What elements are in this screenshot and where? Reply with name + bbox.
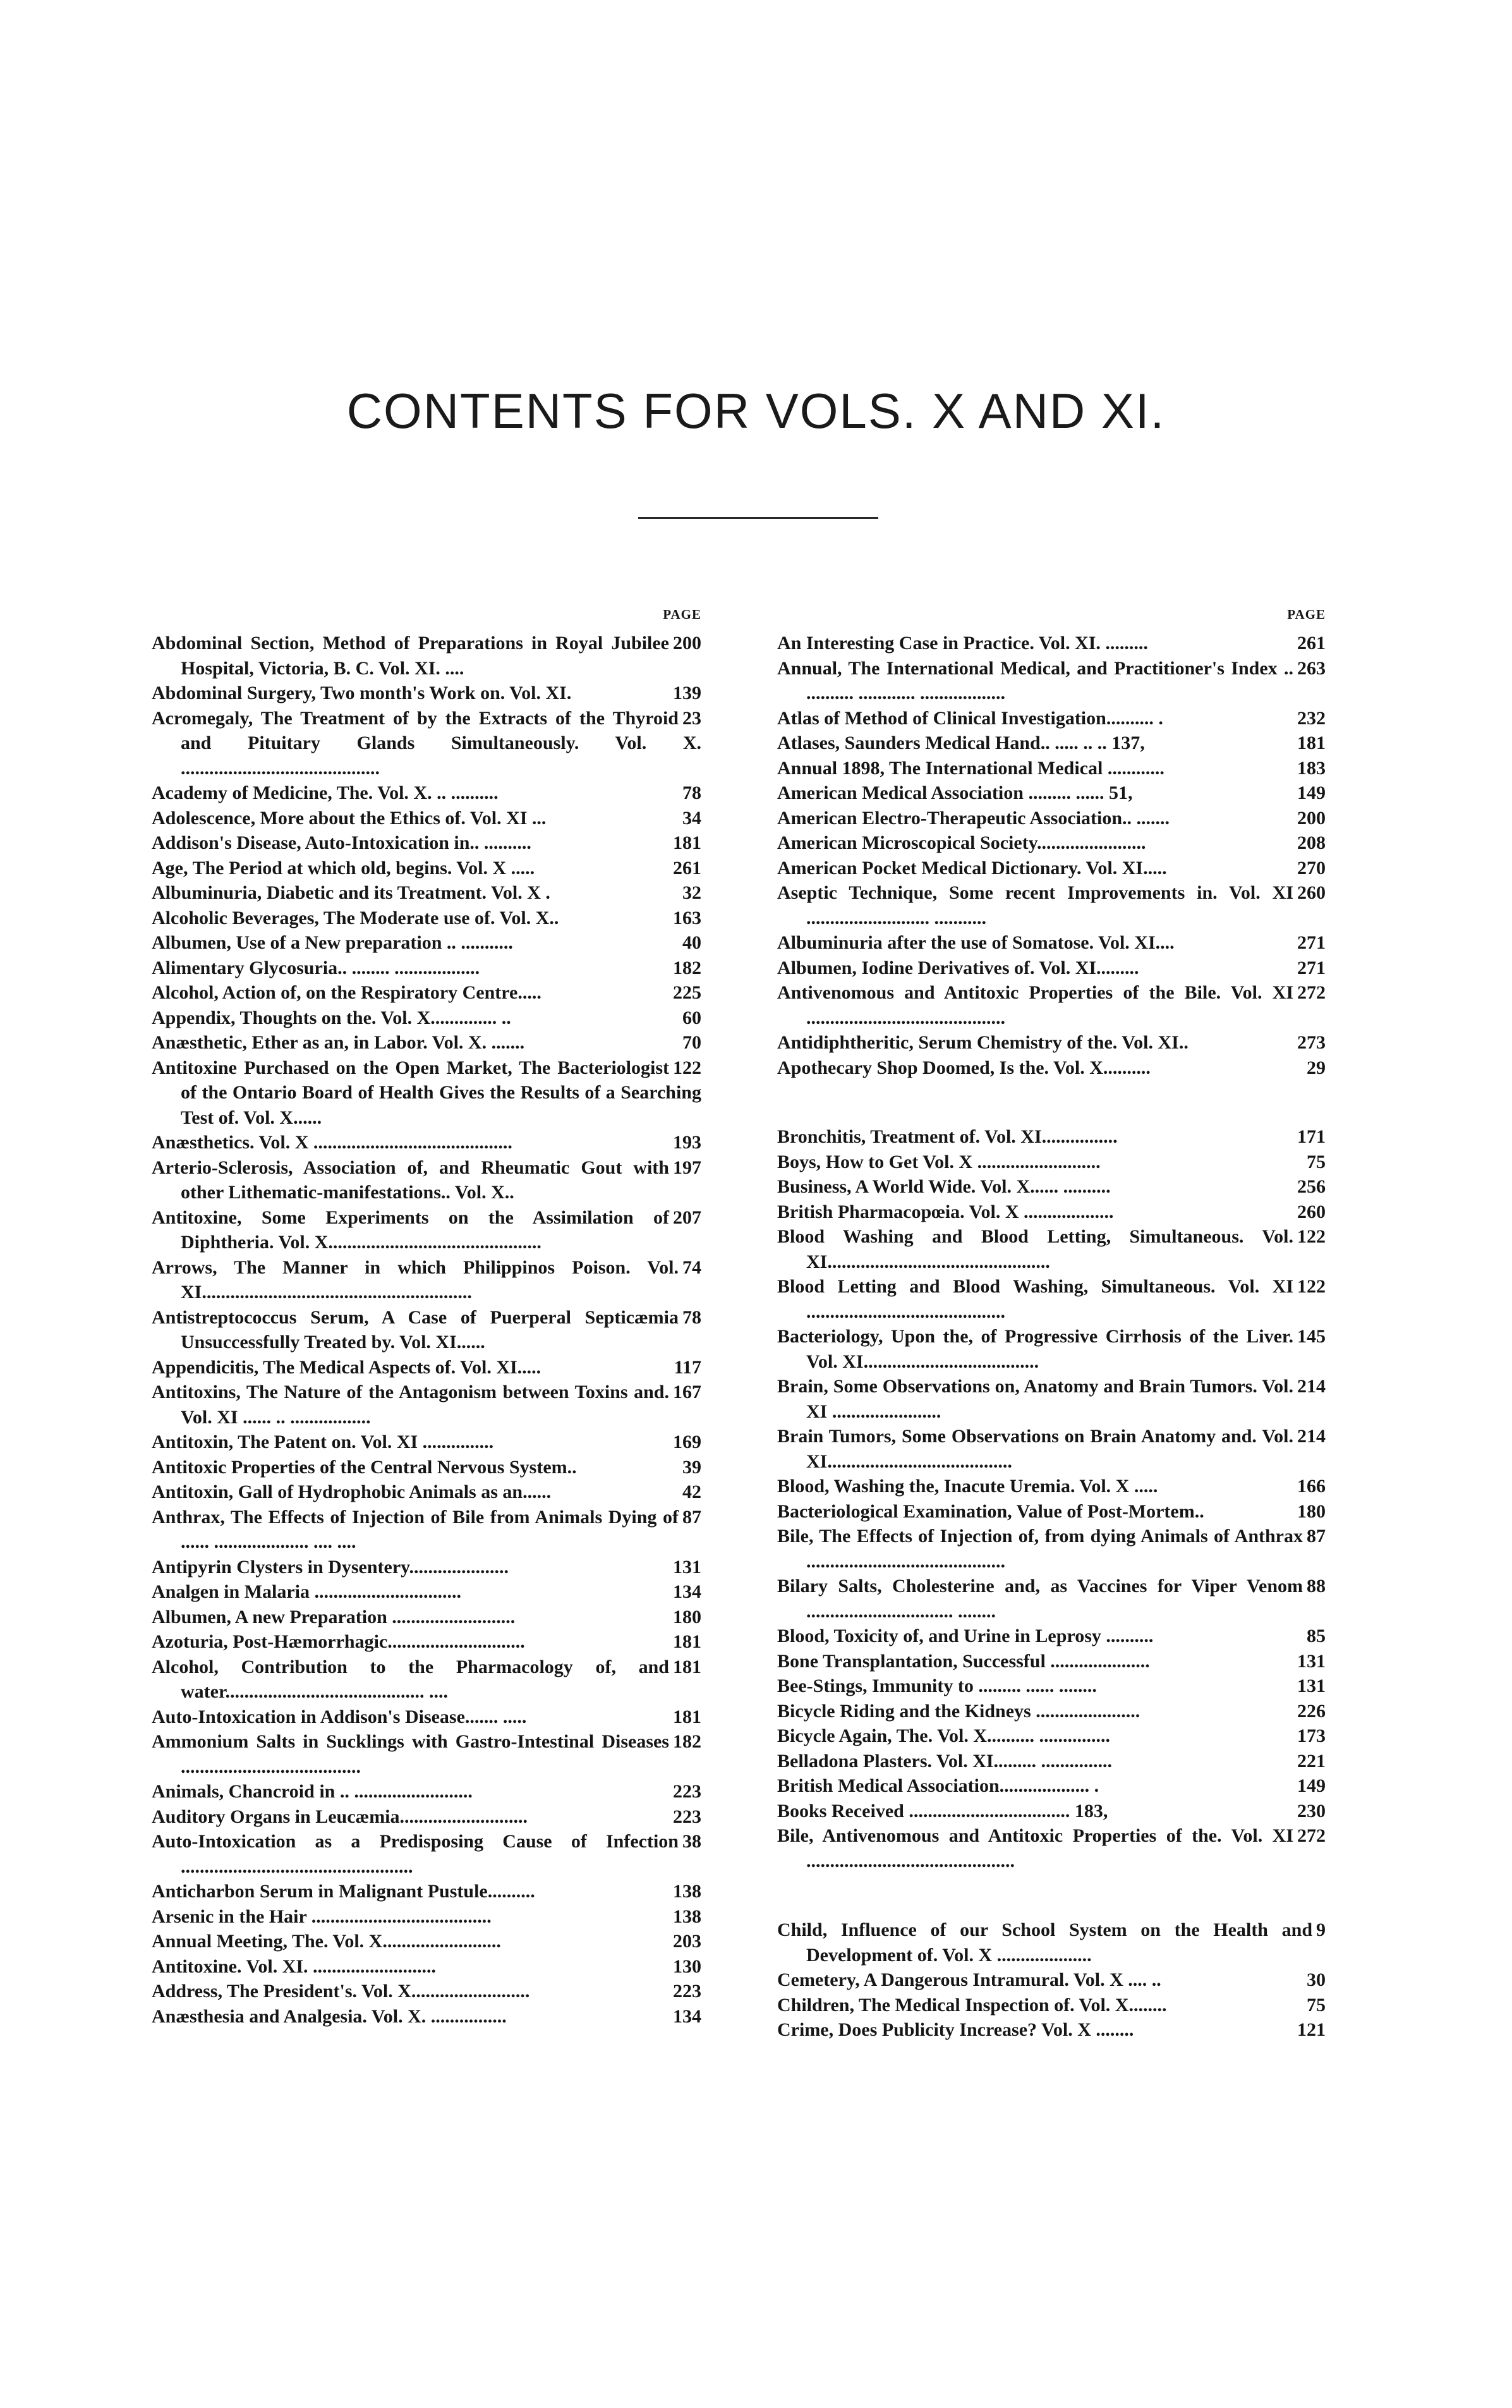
entry-page-number: 181 (673, 1631, 701, 1652)
entry-text: Analgen in Malaria ............................... (152, 1581, 462, 1602)
entry-page-number: 122 (1297, 1226, 1326, 1247)
entry-page-number: 181 (673, 1656, 701, 1677)
index-entry (152, 856, 701, 881)
index-entry (777, 781, 1326, 806)
entry-text: Cemetery, A Dangerous Intramural. Vol. X .... .. (777, 1969, 1161, 1990)
entry-page-number: 23 (682, 707, 701, 729)
entry-page-number: 200 (673, 633, 701, 654)
index-entry (777, 1174, 1326, 1200)
entry-text: Albumen, Use of a New preparation .. ........... (152, 932, 513, 953)
entry-text: Child, Influence of our School System on the Health and Development of. Vol. X .................... (777, 1919, 1312, 1966)
index-entry (152, 956, 701, 981)
index-entry (777, 756, 1326, 781)
index-entry (152, 1130, 701, 1155)
entry-page-number: 30 (1307, 1969, 1326, 1990)
index-entry (777, 830, 1326, 856)
entry-page-number: 272 (1297, 982, 1326, 1003)
index-entry (777, 1200, 1326, 1225)
entry-text: Bone Transplantation, Successful ..................... (777, 1650, 1150, 1672)
entry-text: Alcohol, Action of, on the Respiratory Centre..... (152, 982, 541, 1003)
entry-text: Brain, Some Observations on, Anatomy and Brain Tumors. Vol. XI ....................... (777, 1376, 1293, 1422)
index-entry (777, 1124, 1326, 1150)
index-entry (152, 1729, 701, 1779)
entry-page-number: 87 (682, 1506, 701, 1528)
entry-page-number: 223 (673, 1981, 701, 2002)
entry-page-number: 131 (1297, 1675, 1326, 1696)
entry-page-number: 75 (1307, 1994, 1326, 2016)
entry-text: Anæsthetics. Vol. X .......................................... (152, 1132, 512, 1153)
entry-text: Albumen, A new Preparation .......................... (152, 1606, 516, 1627)
index-entry (152, 681, 701, 706)
index-entry (777, 1574, 1326, 1624)
entry-text: Annual Meeting, The. Vol. X......................... (152, 1931, 501, 1952)
entry-text: Brain Tumors, Some Observations on Brain Anatomy and. Vol. XI....................................... (777, 1426, 1293, 1472)
entry-text: Antitoxine. Vol. XI. .......................... (152, 1955, 437, 1977)
entry-page-number: 261 (673, 857, 701, 879)
entry-page-number: 122 (673, 1057, 701, 1078)
entry-text: American Medical Association ......... ...... 51, (777, 782, 1133, 803)
entry-page-number: 226 (1297, 1700, 1326, 1722)
left-column (152, 607, 701, 2029)
index-entry (777, 1967, 1326, 1993)
entry-page-number: 182 (673, 957, 701, 978)
entry-text: An Interesting Case in Practice. Vol. XI. ......... (777, 633, 1148, 654)
index-entry (777, 2017, 1326, 2043)
entry-page-number: 169 (673, 1432, 701, 1452)
index-entry (152, 781, 701, 806)
index-entry (777, 1699, 1326, 1724)
index-entry (152, 1455, 701, 1480)
entry-page-number: 85 (1307, 1626, 1326, 1646)
index-entry (152, 1355, 701, 1380)
index-entry (152, 1579, 701, 1605)
entry-page-number: 182 (673, 1731, 701, 1752)
entry-text: Children, The Medical Inspection of. Vol. X........ (777, 1994, 1167, 2016)
index-entry (152, 2004, 701, 2029)
index-entry (152, 1829, 701, 1879)
index-entry (152, 1205, 701, 1255)
index-entry (152, 1480, 701, 1505)
index-entry (777, 1624, 1326, 1649)
index-entry (152, 1055, 701, 1131)
page-column-heading: PAGE (1287, 607, 1326, 622)
entry-text: Auto-Intoxication in Addison's Disease....... ..... (152, 1706, 527, 1727)
index-entry (777, 1274, 1326, 1324)
index-entry (777, 1799, 1326, 1824)
entry-page-number: 134 (673, 2005, 701, 2027)
entry-page-number: 200 (1297, 807, 1326, 829)
entry-text: Arsenic in the Hair ...................................... (152, 1906, 492, 1927)
index-entry (152, 1155, 701, 1205)
index-entry (152, 706, 701, 781)
entry-text: Albuminuria, Diabetic and its Treatment. Vol. X . (152, 882, 550, 903)
entry-page-number: 122 (1297, 1276, 1326, 1297)
entry-page-number: 197 (673, 1157, 701, 1178)
entry-text: Antipyrin Clysters in Dysentery..................... (152, 1556, 509, 1578)
entry-text: Anæsthetic, Ether as an, in Labor. Vol. X. ....... (152, 1032, 525, 1053)
index-entry (777, 1474, 1326, 1499)
entry-page-number: 138 (673, 1881, 701, 1902)
entry-page-number: 232 (1297, 707, 1326, 729)
entry-page-number: 270 (1297, 857, 1326, 879)
entry-page-number: 131 (673, 1556, 701, 1578)
entry-text: Adolescence, More about the Ethics of. Vol. XI ... (152, 807, 547, 829)
index-entry (152, 1030, 701, 1055)
index-entry (152, 1305, 701, 1355)
entry-page-number: 230 (1297, 1800, 1326, 1821)
entry-page-number: 180 (1297, 1500, 1326, 1522)
index-entry (152, 1954, 701, 1979)
section-gap (777, 1080, 1326, 1124)
entry-page-number: 183 (1297, 757, 1326, 779)
entry-text: British Medical Association................... . (777, 1775, 1099, 1796)
entry-text: Antitoxin, The Patent on. Vol. XI ............... (152, 1432, 494, 1452)
entry-text: Bee-Stings, Immunity to ......... ...... ........ (777, 1675, 1097, 1696)
index-entry (777, 1030, 1326, 1055)
title-rule (638, 517, 878, 519)
index-entry (777, 631, 1326, 656)
entry-text: Blood, Washing the, Inacute Uremia. Vol. X ..... (777, 1476, 1158, 1497)
entry-page-number: 121 (1297, 2019, 1326, 2040)
entry-page-number: 173 (1297, 1725, 1326, 1746)
index-entry (152, 1555, 701, 1580)
entry-page-number: 167 (673, 1382, 701, 1402)
entry-text: Aseptic Technique, Some recent Improvements in. Vol. XI .......................... ........... (777, 882, 1293, 928)
entry-page-number: 149 (1297, 782, 1326, 803)
entry-text: Books Received .................................. 183, (777, 1800, 1108, 1821)
index-entry (777, 1424, 1326, 1474)
entry-text: Blood Letting and Blood Washing, Simultaneous. Vol. XI .......................................... (777, 1276, 1293, 1322)
entry-page-number: 214 (1297, 1376, 1326, 1397)
entry-text: Antitoxic Properties of the Central Nervous System.. (152, 1456, 577, 1478)
entry-text: Age, The Period at which old, begins. Vol. X ..... (152, 857, 535, 879)
entry-page-number: 117 (674, 1356, 701, 1378)
section-gap (777, 1873, 1326, 1918)
entry-text: American Electro-Therapeutic Association.. ....... (777, 807, 1170, 829)
entry-text: Abdominal Surgery, Two month's Work on. Vol. XI. (152, 683, 572, 703)
index-entry (777, 1324, 1326, 1374)
index-entry (777, 1918, 1326, 1967)
entry-text: Atlases, Saunders Medical Hand.. ..... .. .. 137, (777, 733, 1145, 753)
entry-page-number: 225 (673, 982, 701, 1003)
entry-text: Abdominal Section, Method of Preparations in Royal Jubilee Hospital, Victoria, B. C. Vol. XI. .... (152, 633, 669, 679)
entry-text: Arrows, The Manner in which Philippinos Poison. Vol. XI......................................................... (152, 1256, 679, 1303)
entry-page-number: 271 (1297, 932, 1326, 953)
index-entry (152, 1705, 701, 1730)
index-entry (777, 930, 1326, 956)
index-entry (152, 1804, 701, 1830)
index-entry (777, 1749, 1326, 1774)
entry-page-number: 261 (1297, 633, 1326, 654)
entry-text: Alimentary Glycosuria.. ........ .................. (152, 957, 480, 978)
entry-page-number: 131 (1297, 1650, 1326, 1672)
page-title: CONTENTS FOR VOLS. X AND XI. (346, 383, 1166, 439)
index-entry (152, 1655, 701, 1705)
index-entry (152, 1929, 701, 1954)
entry-text: American Pocket Medical Dictionary. Vol. XI..... (777, 857, 1167, 879)
entry-page-number: 223 (673, 1806, 701, 1827)
entry-text: Antitoxine Purchased on the Open Market, The Bacteriologist of the Ontario Board of Health Gives the Results of a Searching Test of. Vol. X...... (152, 1057, 701, 1128)
entry-page-number: 130 (673, 1955, 701, 1977)
index-entry (152, 1430, 701, 1455)
entry-text: Bile, Antivenomous and Antitoxic Properties of the. Vol. XI ............................................ (777, 1825, 1293, 1871)
entry-page-number: 193 (673, 1132, 701, 1153)
entry-text: Business, A World Wide. Vol. X...... .......... (777, 1176, 1111, 1197)
index-entry (777, 1150, 1326, 1175)
index-entry (777, 1524, 1326, 1574)
entry-page-number: 88 (1307, 1576, 1326, 1596)
entry-text: Bilary Salts, Cholesterine and, as Vaccines for Viper Venom ............................... ........ (777, 1576, 1303, 1622)
entry-text: Alcoholic Beverages, The Moderate use of. Vol. X.. (152, 907, 559, 928)
entry-text: Anticharbon Serum in Malignant Pustule.......... (152, 1881, 535, 1902)
entry-page-number: 263 (1297, 657, 1326, 679)
entry-text: Crime, Does Publicity Increase? Vol. X ........ (777, 2019, 1134, 2040)
index-entry (777, 856, 1326, 881)
entry-text: Antistreptococcus Serum, A Case of Puerperal Septicæmia Unsuccessfully Treated by. Vol. XI...... (152, 1306, 679, 1353)
entry-text: Azoturia, Post-Hæmorrhagic............................. (152, 1631, 525, 1652)
entry-page-number: 74 (682, 1256, 701, 1278)
entry-text: Auditory Organs in Leucæmia........................... (152, 1806, 528, 1827)
entry-page-number: 221 (1297, 1750, 1326, 1772)
entry-text: Antitoxin, Gall of Hydrophobic Animals as an...... (152, 1481, 552, 1502)
entry-page-number: 39 (682, 1456, 701, 1478)
entry-text: Acromegaly, The Treatment of by the Extracts of the Thyroid and Pituitary Glands Simultaneously. Vol. X. .......................................... (152, 707, 701, 779)
entry-page-number: 171 (1297, 1126, 1326, 1147)
entry-page-number: 149 (1297, 1775, 1326, 1796)
index-entry (152, 1979, 701, 2004)
index-entry (777, 1499, 1326, 1524)
entry-page-number: 223 (673, 1781, 701, 1802)
index-entry (777, 980, 1326, 1030)
index-entry (152, 1779, 701, 1804)
index-section-list (777, 631, 1326, 2043)
entry-text: Anæsthesia and Analgesia. Vol. X. ................ (152, 2005, 507, 2027)
entry-text: Animals, Chancroid in .. ......................... (152, 1781, 473, 1802)
index-entry (152, 1879, 701, 1904)
entry-page-number: 134 (673, 1581, 701, 1602)
index-entry (777, 656, 1326, 706)
entry-text: Bile, The Effects of Injection of, from dying Animals of Anthrax .......................................... (777, 1526, 1303, 1572)
index-entry (152, 906, 701, 931)
page-column-heading: PAGE (663, 607, 701, 622)
index-entry (152, 1904, 701, 1930)
entry-page-number: 9 (1316, 1919, 1326, 1940)
entry-page-number: 38 (682, 1831, 701, 1852)
entry-page-number: 203 (673, 1931, 701, 1952)
entry-page-number: 139 (673, 683, 701, 703)
index-entry (152, 880, 701, 906)
entry-text: Antitoxine, Some Experiments on the Assimilation of Diphtheria. Vol. X............................................. (152, 1207, 669, 1253)
index-entry (152, 1006, 701, 1031)
entry-text: Antidiphtheritic, Serum Chemistry of the. Vol. XI.. (777, 1032, 1188, 1053)
entry-page-number: 180 (673, 1606, 701, 1627)
entry-text: Bacteriology, Upon the, of Progressive Cirrhosis of the Liver. Vol. XI..................................... (777, 1326, 1293, 1372)
entry-page-number: 75 (1307, 1151, 1326, 1172)
index-entry (152, 1505, 701, 1555)
entry-page-number: 181 (673, 1706, 701, 1727)
entry-text: Annual 1898, The International Medical ............ (777, 757, 1164, 779)
index-entry (777, 731, 1326, 756)
index-entry (777, 1224, 1326, 1274)
index-entry (777, 1374, 1326, 1424)
index-entry (777, 1773, 1326, 1799)
index-entry (777, 1055, 1326, 1081)
entry-text: Blood, Toxicity of, and Urine in Leprosy .......... (777, 1626, 1154, 1646)
entry-page-number: 42 (682, 1481, 701, 1502)
entry-page-number: 78 (682, 782, 701, 803)
index-entry (777, 956, 1326, 981)
entry-text: Bacteriological Examination, Value of Post-Mortem.. (777, 1500, 1204, 1522)
entry-page-number: 260 (1297, 882, 1326, 903)
index-entry (777, 1823, 1326, 1873)
index-entry (152, 806, 701, 831)
entry-page-number: 256 (1297, 1176, 1326, 1197)
entry-text: Appendicitis, The Medical Aspects of. Vol. XI..... (152, 1356, 541, 1378)
index-entry (152, 631, 701, 681)
entry-text: Auto-Intoxication as a Predisposing Cause of Infection ................................................. (152, 1831, 679, 1877)
index-entry (777, 1674, 1326, 1699)
index-entry (777, 706, 1326, 731)
entry-page-number: 271 (1297, 957, 1326, 978)
entry-page-number: 145 (1297, 1326, 1326, 1347)
entry-text: Antivenomous and Antitoxic Properties of the Bile. Vol. XI .......................................... (777, 982, 1293, 1028)
entry-page-number: 166 (1297, 1476, 1326, 1497)
entry-page-number: 138 (673, 1906, 701, 1927)
index-entry (152, 830, 701, 856)
entry-text: Bicycle Again, The. Vol. X.......... ............... (777, 1725, 1110, 1746)
entry-text: American Microscopical Society....................... (777, 832, 1146, 853)
entry-page-number: 214 (1297, 1426, 1326, 1447)
entry-text: Anthrax, The Effects of Injection of Bile from Animals Dying of ...... .................... .... .... (152, 1506, 679, 1552)
entry-text: Academy of Medicine, The. Vol. X. .. .......... (152, 782, 499, 803)
entry-text: Arterio-Sclerosis, Association of, and Rheumatic Gout with other Lithematic-manifestations.. Vol. X.. (152, 1157, 669, 1203)
entry-page-number: 32 (682, 882, 701, 903)
entry-text: Blood Washing and Blood Letting, Simultaneous. Vol. XI............................................... (777, 1226, 1293, 1272)
index-entry (152, 1629, 701, 1655)
entry-page-number: 163 (673, 907, 701, 928)
index-entry (777, 1993, 1326, 2018)
entry-text: Albumen, Iodine Derivatives of. Vol. XI......... (777, 957, 1139, 978)
index-entry (777, 1649, 1326, 1674)
entry-text: Annual, The International Medical, and Practitioner's Index .. .......... ............ .................. (777, 657, 1293, 703)
index-entry (152, 1255, 701, 1305)
entry-text: Bronchitis, Treatment of. Vol. XI................ (777, 1126, 1118, 1147)
entry-page-number: 273 (1297, 1032, 1326, 1053)
entry-page-number: 29 (1307, 1057, 1326, 1078)
entry-text: Boys, How to Get Vol. X .......................... (777, 1151, 1101, 1172)
entry-text: Antitoxins, The Nature of the Antagonism between Toxins and. Vol. XI ...... .. ................. (152, 1382, 669, 1428)
entry-text: Ammonium Salts in Sucklings with Gastro-Intestinal Diseases ...................................... (152, 1731, 669, 1777)
entry-page-number: 40 (682, 932, 701, 953)
entry-page-number: 181 (673, 832, 701, 853)
entry-page-number: 70 (682, 1032, 701, 1053)
entry-page-number: 78 (682, 1306, 701, 1328)
entry-page-number: 207 (673, 1207, 701, 1228)
index-entry (152, 1380, 701, 1430)
entry-page-number: 87 (1307, 1526, 1326, 1547)
index-entry (777, 806, 1326, 831)
entry-page-number: 181 (1297, 733, 1326, 753)
entry-page-number: 60 (682, 1007, 701, 1028)
entry-text: Atlas of Method of Clinical Investigation.......... . (777, 707, 1163, 729)
right-column (777, 607, 1326, 2043)
entry-text: Addison's Disease, Auto-Intoxication in.. .......... (152, 832, 531, 853)
entry-text: Albuminuria after the use of Somatose. Vol. XI.... (777, 932, 1175, 953)
entry-text: Alcohol, Contribution to the Pharmacology of, and water.......................................... .... (152, 1656, 669, 1702)
entry-text: Apothecary Shop Doomed, Is the. Vol. X.......... (777, 1057, 1151, 1078)
index-entry (777, 880, 1326, 930)
entry-text: Address, The President's. Vol. X......................... (152, 1981, 530, 2002)
index-entry (152, 930, 701, 956)
entry-text: Belladona Plasters. Vol. XI......... ............... (777, 1750, 1113, 1772)
entry-page-number: 208 (1297, 832, 1326, 853)
entry-page-number: 260 (1297, 1201, 1326, 1222)
index-entry (152, 1605, 701, 1630)
entry-text: British Pharmacopœia. Vol. X ................... (777, 1201, 1114, 1222)
entry-text: Bicycle Riding and the Kidneys ...................... (777, 1700, 1140, 1722)
entry-page-number: 272 (1297, 1825, 1326, 1846)
index-entry-list (152, 631, 701, 2029)
entry-page-number: 34 (682, 807, 701, 829)
entry-text: Appendix, Thoughts on the. Vol. X.............. .. (152, 1007, 511, 1028)
index-entry (777, 1724, 1326, 1749)
index-entry (152, 980, 701, 1006)
